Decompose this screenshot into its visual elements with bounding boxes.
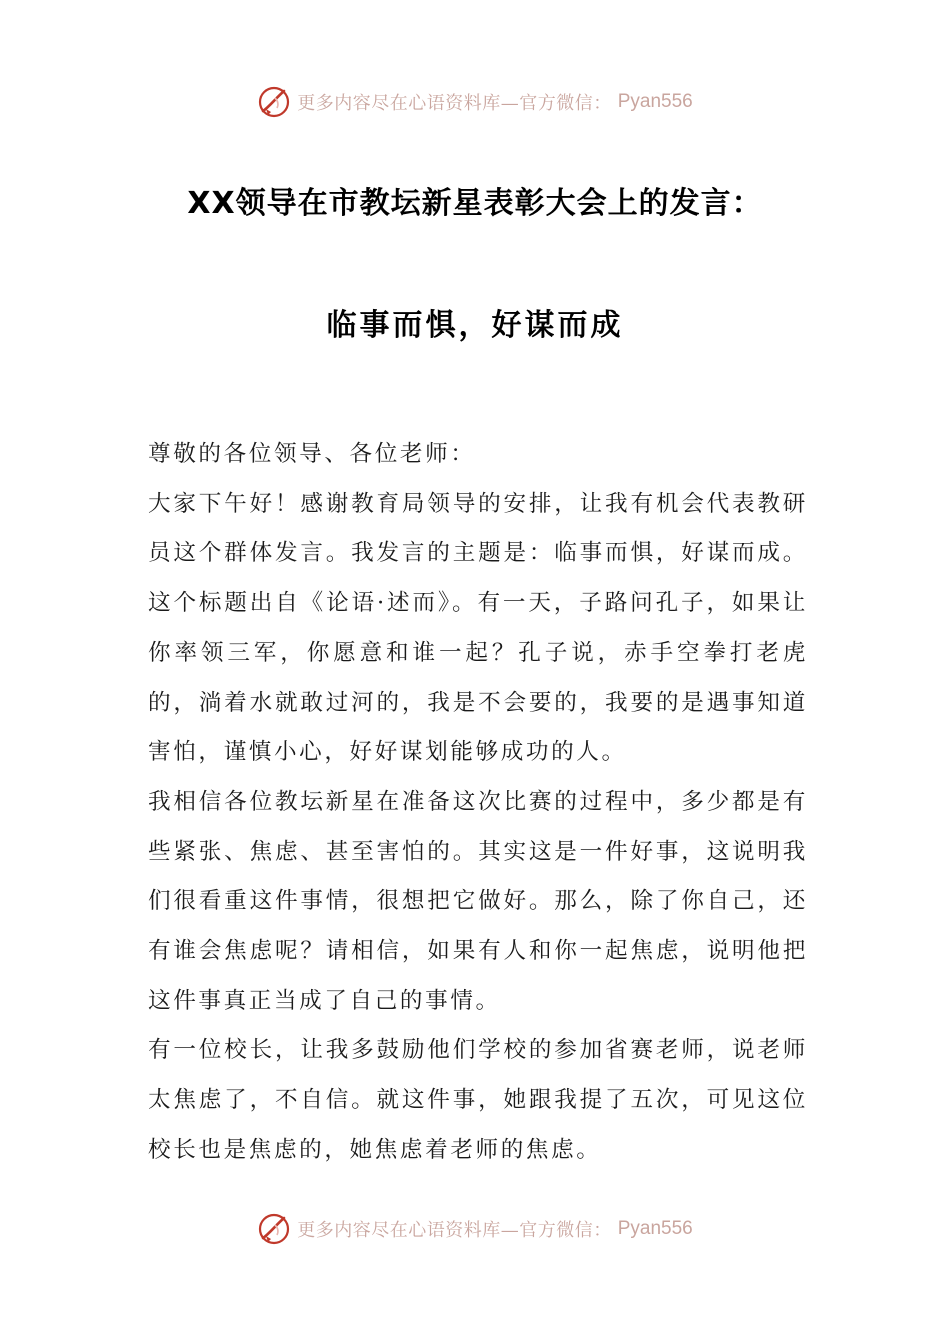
footer-banner-text: 更多内容尽在心语资料库—官方微信： — [297, 1220, 612, 1241]
header-wechat-id: Pyan556 — [617, 91, 693, 112]
pen-logo-icon — [257, 85, 291, 119]
footer-wechat-id: Pyan556 — [617, 1218, 693, 1239]
footer-banner — [0, 1209, 950, 1249]
document-subtitle: 临事而惧，好谋而成 — [326, 308, 624, 343]
header-banner-text: 更多内容尽在心语资料库—官方微信： — [297, 93, 612, 114]
paragraph-3: 有一位校长，让我多鼓励他们学校的参加省赛老师，说老师太焦虑了，不自信。就这件事，她跟我提了五次，可见这位校长也是焦虑的，她焦虑着老师的焦虑。 — [148, 1037, 808, 1163]
paragraph-2: 我相信各位教坛新星在准备这次比赛的过程中，多少都是有些紧张、焦虑、甚至害怕的。其实这是一件好事，这说明我们很看重这件事情，很想把它做好。那么，除了你自己，还有谁会焦虑呢？请相信，如果有人和你一起焦虑，说明他把这件事真正当成了自己的事情。 — [148, 788, 808, 1014]
document-title: XX领导在市教坛新星表彰大会上的发言： — [187, 186, 763, 221]
document-body — [148, 430, 808, 1176]
header-banner — [0, 82, 950, 122]
pen-logo-icon — [257, 1212, 291, 1246]
paragraph-1: 大家下午好！感谢教育局领导的安排，让我有机会代表教研员这个群体发言。我发言的主题是：临事而惧，好谋而成。这个标题出自《论语·述而》。有一天，子路问孔子，如果让你率领三军，你愿意和谁一起？孔子说，赤手空拳打老虎的，淌着水就敢过河的，我是不会要的，我要的是遇事知道害怕，谨慎小心，好好谋划能够成功的人。 — [148, 490, 808, 766]
salutation: 尊敬的各位领导、各位老师： — [148, 441, 476, 467]
